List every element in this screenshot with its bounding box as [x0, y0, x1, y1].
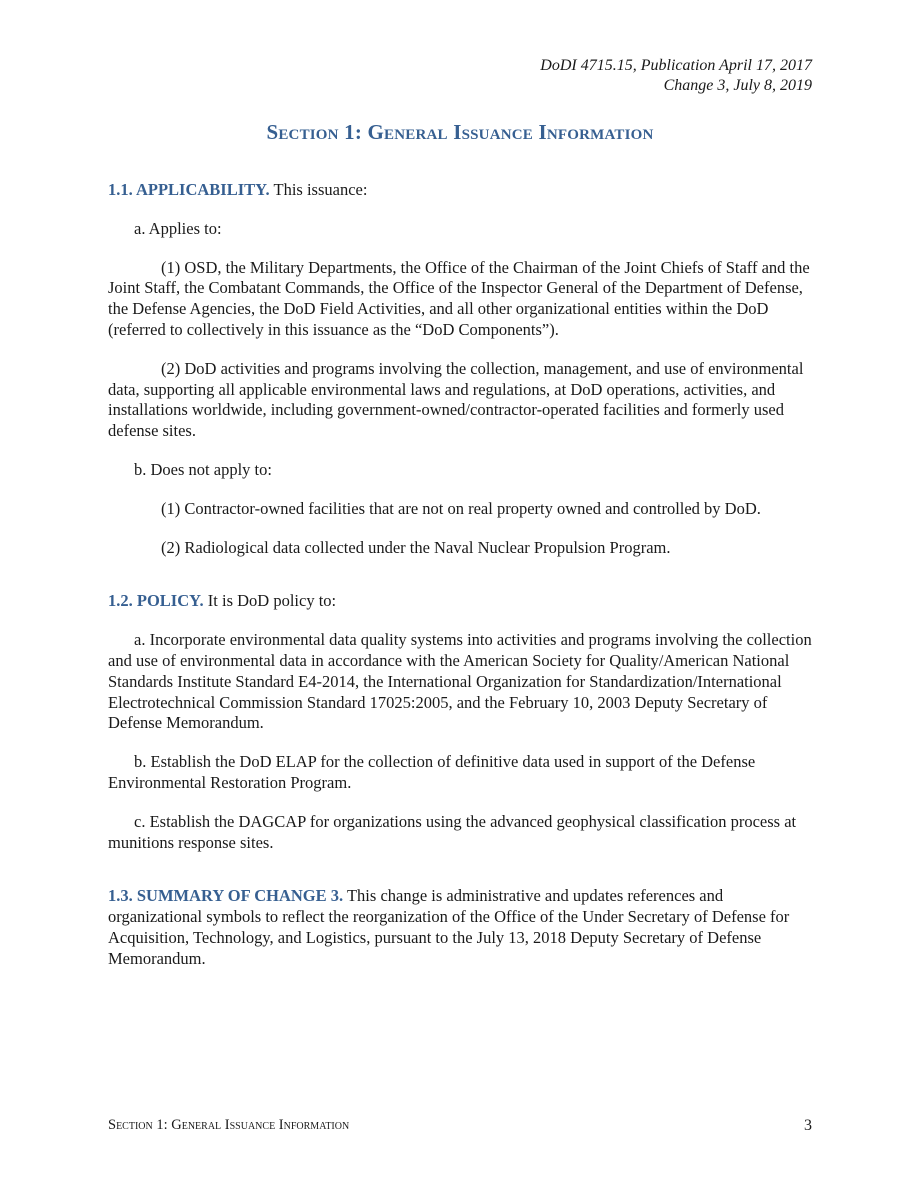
footer-section-title: Section 1: General Issuance Information	[108, 1117, 350, 1133]
section-title: Section 1: General Issuance Information	[266, 120, 654, 144]
paragraph-1-1-a: a. Applies to:	[134, 218, 222, 238]
doc-reference: DoDI 4715.15, Publication April 17, 2017	[540, 57, 812, 74]
heading-policy: 1.2. POLICY.	[108, 591, 204, 611]
paragraph-1-1-b: b. Does not apply to:	[134, 459, 272, 479]
paragraph-1-2-a: a. Incorporate environmental data quality systems into activities and programs involving the collection and use of environmental data in accordance with the American Society for Quality/American National Standards Institute Standard E4-2014, the International Organization for Standardization/International Electrotechnical Commission Standard 17025:2005, and the February 10, 2003 Deputy Secretary of Defense Memorandum.	[108, 630, 812, 733]
heading-applicability: 1.1. APPLICABILITY.	[108, 180, 270, 199]
change-reference: Change 3, July 8, 2019	[663, 77, 812, 94]
paragraph-1-1-b-1: (1) Contractor-owned facilities that are not on real property owned and controlled by DoD.	[161, 498, 761, 518]
paragraph-1-1-heading	[108, 180, 812, 201]
paragraph-1-2-heading	[108, 591, 812, 612]
paragraph-1-3	[108, 886, 812, 969]
heading-summary-of-change: 1.3. SUMMARY OF CHANGE 3.	[108, 886, 344, 906]
applicability-intro: This issuance:	[269, 180, 368, 199]
page-number: 3	[804, 1117, 812, 1134]
paragraph-1-1-a-2: (2) DoD activities and programs involving the collection, management, and use of environmental data, supporting all applicable environmental laws and regulations, at DoD operations, activities, and installations worldwide, including government-owned/contractor-operated facilities and formerly used defense sites.	[108, 358, 804, 441]
paragraph-1-1-a-1: (1) OSD, the Military Departments, the Office of the Chairman of the Joint Chiefs of Staff and the Joint Staff, the Combatant Commands, the Office of the Inspector General of the Department of Defense, the Defense Agencies, the DoD Field Activities, and all other organizational entities within the DoD (referred to collectively in this issuance as the “DoD Components”).	[108, 257, 810, 339]
summary-of-change-text: This change is administrative and updates references and organizational symbols to reflect the reorganization of the Office of the Under Secretary of Defense for Acquisition, Technology, and Logistics, pursuant to the July 13, 2018 Deputy Secretary of Defense Memorandum.	[108, 886, 790, 968]
paragraph-1-1-b-2: (2) Radiological data collected under the Naval Nuclear Propulsion Program.	[161, 537, 671, 557]
policy-intro: It is DoD policy to:	[203, 591, 337, 611]
paragraph-1-2-c: c. Establish the DAGCAP for organizations using the advanced geophysical classification process at munitions response sites.	[108, 811, 797, 852]
running-header	[540, 56, 812, 96]
document-body	[108, 180, 812, 970]
paragraph-1-2-b: b. Establish the DoD ELAP for the collection of definitive data used in support of the Defense Environmental Restoration Program.	[108, 752, 756, 792]
